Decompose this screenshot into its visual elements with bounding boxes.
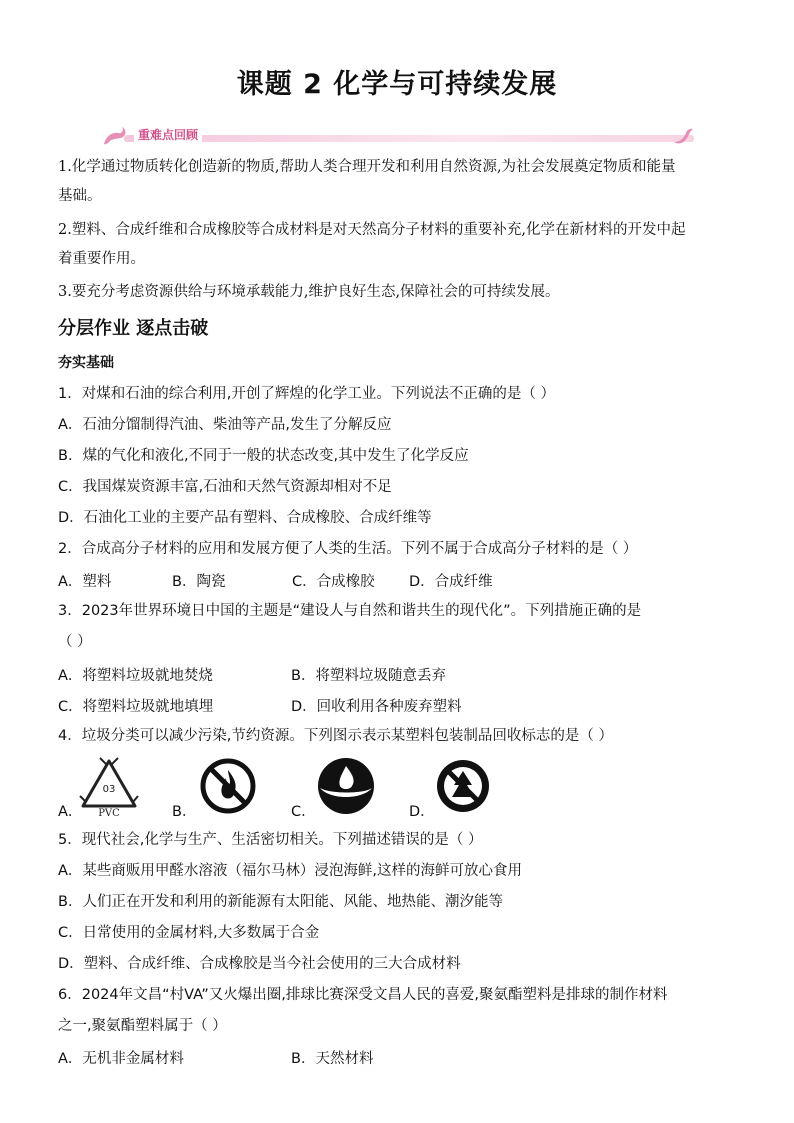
q3-option-a: A．将塑料垃圾就地焚烧 — [58, 668, 213, 684]
q3-option-c: C．将塑料垃圾就地填埋 — [58, 699, 214, 715]
subsection-heading: 夯实基础 — [58, 355, 114, 371]
q1-option-b: B．煤的气化和液化,不同于一般的状态改变,其中发生了化学反应 — [58, 448, 469, 464]
section-heading: 分层作业 逐点击破 — [58, 318, 209, 339]
no-fire-icon — [200, 758, 256, 814]
q5-option-b: B．人们正在开发和利用的新能源有太阳能、风能、地热能、潮汐能等 — [58, 894, 503, 910]
q2-option-b: B．陶瓷 — [172, 574, 226, 590]
q1-option-d: D．石油化工业的主要产品有塑料、合成橡胶、合成纤维等 — [58, 510, 432, 526]
q6-stem: 6．2024年文昌“村VA”又火爆出圈,排球比赛深受文昌人民的喜爱,聚氨酯塑料是排球的制作材料 — [58, 987, 668, 1003]
banner-bar — [124, 135, 694, 142]
q2-stem: 2．合成高分子材料的应用和发展方便了人类的生活。下列不属于合成高分子材料的是（ ） — [58, 541, 638, 557]
q5-option-c: C．日常使用的金属材料,大多数属于合金 — [58, 925, 320, 941]
q3-stem-cont: （ ） — [58, 634, 92, 650]
q6-option-a: A．无机非金属材料 — [58, 1051, 184, 1067]
recycle-triangle-icon — [78, 756, 140, 818]
q3-option-b: B．将塑料垃圾随意丢弃 — [291, 668, 446, 684]
q4-option-b: B． — [172, 804, 197, 820]
water-saving-icon — [316, 756, 376, 816]
q1-option-a: A．石油分馏制得汽油、柴油等产品,发生了分解反应 — [58, 417, 392, 433]
q2-option-a: A．塑料 — [58, 574, 112, 590]
q5-option-d: D．塑料、合成纤维、合成橡胶是当今社会使用的三大合成材料 — [58, 956, 461, 972]
q4-option-a: A． — [58, 804, 83, 820]
q3-stem: 3．2023年世界环境日中国的主题是“建设人与自然和谐共生的现代化”。下列措施正确的是 — [58, 603, 642, 619]
q1-stem: 1．对煤和石油的综合利用,开创了辉煌的化学工业。下列说法不正确的是（ ） — [58, 386, 555, 402]
q6-option-b: B．天然材料 — [291, 1051, 374, 1067]
q2-option-d: D．合成纤维 — [409, 574, 493, 590]
q3-option-d: D．回收利用各种废弃塑料 — [291, 699, 462, 715]
q4-stem: 4．垃圾分类可以减少污染,节约资源。下列图示表示某塑料包装制品回收标志的是（ ） — [58, 728, 613, 744]
q5-option-a: A．某些商贩用甲醛水溶液（福尔马林）浸泡海鲜,这样的海鲜可放心食用 — [58, 863, 523, 879]
page-title: 课题 2 化学与可持续发展 — [236, 69, 558, 100]
review-line-2: 基础。 — [58, 188, 102, 204]
dragon-right-icon — [670, 124, 696, 148]
q6-stem-cont: 之一,聚氨酯塑料属于（ ） — [58, 1018, 227, 1034]
section-banner — [100, 124, 698, 148]
q4-option-c: C． — [291, 804, 316, 820]
review-line-4: 着重要作用。 — [58, 251, 145, 267]
q2-option-c: C．合成橡胶 — [292, 574, 375, 590]
banner-label: 重难点回顾 — [134, 126, 202, 143]
review-line-3: 2.塑料、合成纤维和合成橡胶等合成材料是对天然高分子材料的重要补充,化学在新材料的开发中起 — [58, 222, 686, 238]
review-line-1: 1.化学通过物质转化创造新的物质,帮助人类合理开发和利用自然资源,为社会发展奠定物质和能量 — [58, 159, 676, 175]
q5-stem: 5．现代社会,化学与生产、生活密切相关。下列描述错误的是（ ） — [58, 832, 483, 848]
recycle-code: 03 — [102, 784, 116, 795]
q1-option-c: C．我国煤炭资源丰富,石油和天然气资源却相对不足 — [58, 479, 392, 495]
recycle-text: PVC — [98, 808, 120, 818]
q4-option-d: D． — [409, 804, 435, 820]
review-line-5: 3.要充分考虑资源供给与环境承载能力,维护良好生态,保障社会的可持续发展。 — [58, 284, 560, 300]
no-logging-icon — [434, 757, 492, 815]
